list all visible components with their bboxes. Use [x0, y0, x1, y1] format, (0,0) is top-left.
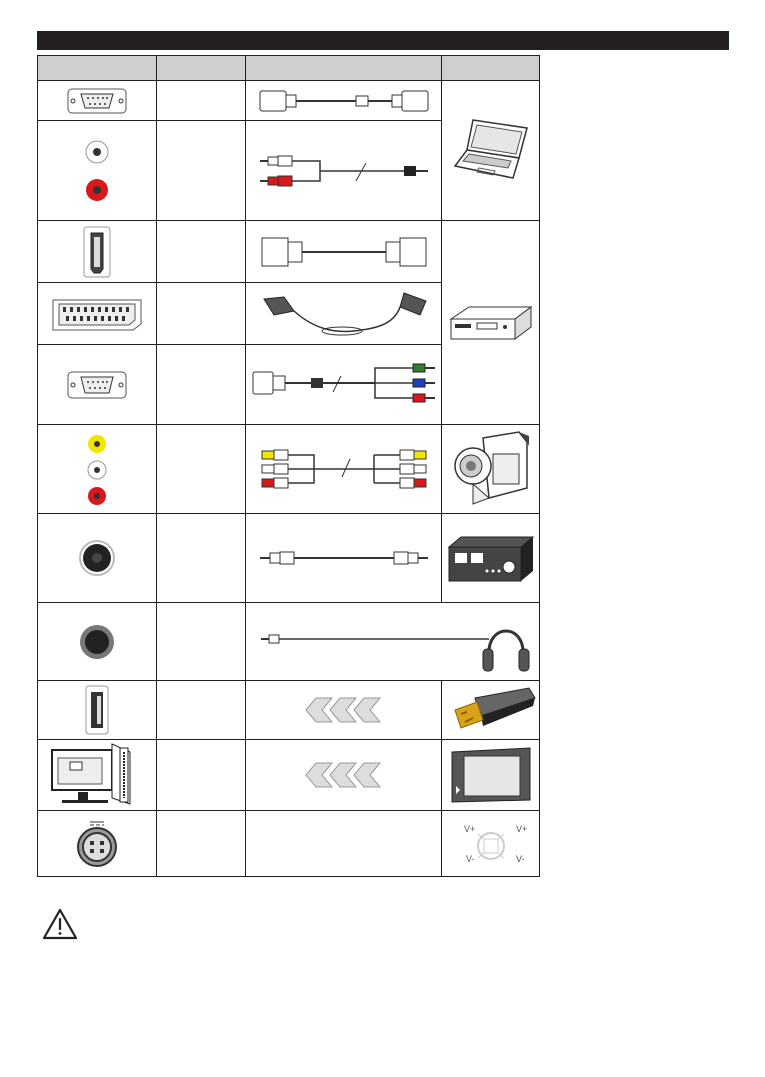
warning-note — [42, 908, 78, 945]
cable-cell — [246, 740, 442, 811]
dvd-player-icon — [449, 303, 533, 343]
table-row — [38, 81, 540, 121]
port-cell — [38, 425, 157, 514]
cable-device-cell — [246, 603, 540, 681]
table-row — [38, 425, 540, 514]
table-row — [38, 740, 540, 811]
port-cell — [38, 345, 157, 425]
table-row — [38, 221, 540, 283]
header-cell — [246, 56, 442, 81]
table-row — [38, 811, 540, 877]
device-cell — [442, 81, 540, 221]
label-cell — [157, 425, 246, 514]
header-cell — [442, 56, 540, 81]
usb-stick-icon — [445, 686, 537, 734]
usb-port-icon — [84, 684, 110, 736]
dc-polarity-icon — [448, 820, 534, 868]
headphone-cable-icon — [253, 609, 533, 675]
label-cell — [157, 221, 246, 283]
label-cell — [157, 345, 246, 425]
camcorder-icon — [449, 428, 533, 510]
insert-arrows-icon — [304, 697, 384, 723]
label-cell — [157, 603, 246, 681]
ci-slot-icon — [48, 742, 146, 808]
label-cell — [157, 811, 246, 877]
headphone-jack-icon — [77, 622, 117, 662]
pc-audio-rca-port-icon — [77, 136, 117, 206]
top-header-bar — [37, 31, 729, 50]
table-row — [38, 603, 540, 681]
port-cell — [38, 514, 157, 603]
label-cell — [157, 283, 246, 345]
vga-cable-icon — [254, 84, 434, 118]
av-rca-cable-icon — [254, 447, 434, 491]
cable-cell — [246, 221, 442, 283]
cable-cell — [246, 121, 442, 221]
vga-to-component-cable-icon — [249, 362, 439, 408]
label-cell — [157, 514, 246, 603]
audio-rca-to-jack-cable-icon — [254, 141, 434, 201]
coaxial-cable-icon — [254, 543, 434, 573]
hdmi-port-icon — [82, 225, 112, 279]
port-cell — [38, 81, 157, 121]
port-cell — [38, 811, 157, 877]
port-cell — [38, 283, 157, 345]
cable-cell — [246, 811, 442, 877]
port-cell — [38, 603, 157, 681]
warning-triangle-icon — [42, 908, 78, 940]
cable-cell — [246, 81, 442, 121]
table-row — [38, 681, 540, 740]
spdif-coax-port-icon — [77, 538, 117, 578]
insert-arrows-icon — [304, 762, 384, 788]
port-cell — [38, 221, 157, 283]
ypbpr-vga-port-icon — [67, 371, 127, 399]
vga-port-icon — [67, 88, 127, 114]
cable-cell — [246, 345, 442, 425]
laptop-icon — [451, 116, 531, 186]
cable-cell — [246, 283, 442, 345]
table-row — [38, 514, 540, 603]
headphones-icon — [483, 631, 529, 671]
device-cell — [442, 425, 540, 514]
connections-table — [37, 55, 540, 877]
table-header-row — [38, 56, 540, 81]
port-cell — [38, 681, 157, 740]
port-cell — [38, 740, 157, 811]
device-cell — [442, 681, 540, 740]
hdmi-cable-icon — [254, 230, 434, 274]
header-cell — [157, 56, 246, 81]
polarity-label: V- — [465, 853, 475, 864]
polarity-label: V+ — [463, 823, 475, 834]
polarity-label: V+ — [515, 823, 527, 834]
header-cell — [38, 56, 157, 81]
cam-module-icon — [448, 746, 534, 804]
dc-power-port-icon — [72, 819, 122, 869]
scart-port-icon — [51, 296, 143, 332]
polarity-label: V- — [515, 853, 525, 864]
cable-cell — [246, 425, 442, 514]
port-cell — [38, 121, 157, 221]
device-cell — [442, 221, 540, 425]
cable-cell — [246, 681, 442, 740]
label-cell — [157, 121, 246, 221]
audio-amplifier-icon — [445, 533, 537, 583]
device-cell — [442, 811, 540, 877]
label-cell — [157, 81, 246, 121]
av-rca-port-icon — [82, 430, 112, 508]
device-cell — [442, 740, 540, 811]
label-cell — [157, 681, 246, 740]
cable-cell — [246, 514, 442, 603]
scart-cable-icon — [254, 289, 434, 339]
device-cell — [442, 514, 540, 603]
label-cell — [157, 740, 246, 811]
